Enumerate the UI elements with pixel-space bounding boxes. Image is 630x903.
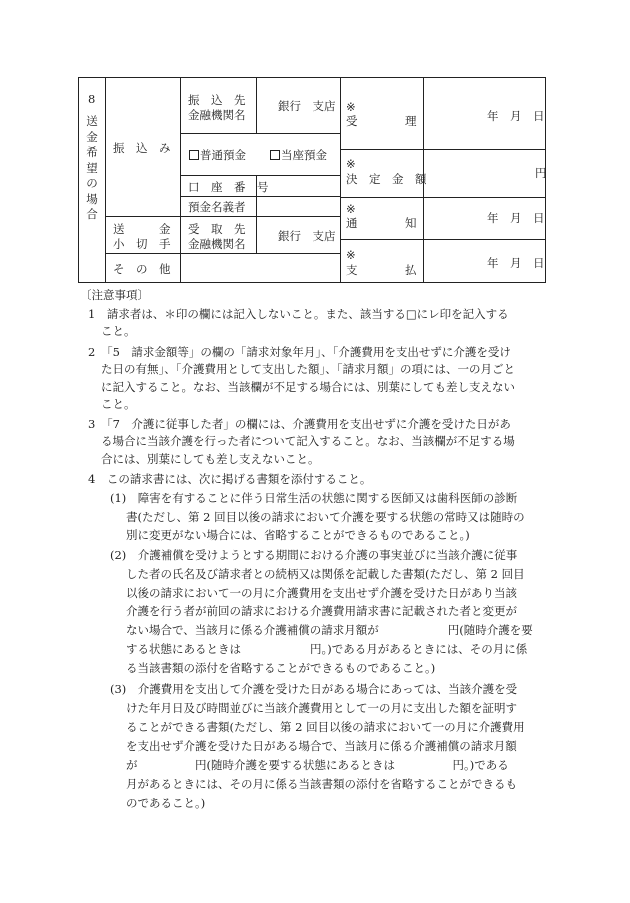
shiharai-label-2: 払 xyxy=(405,263,417,277)
note-line: 合には、別葉にしても差し支えないこと。 xyxy=(101,452,320,466)
note-line: のであること。) xyxy=(126,796,206,810)
note-line: 別に変更がない場合には、省略することができるものであること。) xyxy=(126,528,470,542)
kettei-label: 決 定 金 額 xyxy=(346,172,427,186)
shiharai-label-1: 支 xyxy=(346,263,358,277)
sokin-label-1: 送 金 xyxy=(113,222,171,236)
uketori-label-1: 受 取 先 xyxy=(188,222,246,236)
note-line: (3) 介護費用を支出して介護を受けた日がある場合にあっては、当該介護を受 xyxy=(110,682,518,696)
toza-option[interactable] xyxy=(270,148,327,162)
note-line: した者の氏名及び請求者との続柄又は関係を記載した書類(ただし、第 2 回目 xyxy=(126,567,525,581)
note-line: ることができる書類(ただし、第 2 回目以後の請求において一の月に介護費用 xyxy=(126,720,525,734)
bank-label-1: 振 込 先 xyxy=(188,93,246,107)
note-line: ない場合で、当該月に係る介護補償の請求月額が 円(随時介護を要 xyxy=(126,623,533,637)
tsuchi-date: 年 月 日 xyxy=(487,211,545,225)
note-line: る当該書類の添付を省略することができるものであること。) xyxy=(126,661,436,675)
note-line: (2) 介護補償を受けようとする期間における介護の事実並びに当該介護に従事 xyxy=(110,548,518,562)
kettei-asterisk: ※ xyxy=(346,157,356,171)
checkbox-icon[interactable] xyxy=(270,150,280,160)
note-line: 書(ただし、第 2 回目以後の請求において介護を要する状態の常時又は随時の xyxy=(126,510,525,524)
row-number: 8 xyxy=(88,92,96,106)
yen-unit: 円 xyxy=(535,166,547,180)
note-line: (1) 障害を有することに伴う日常生活の状態に関する医師又は歯科医師の診断 xyxy=(110,491,518,505)
futsu-label: 普通預金 xyxy=(200,148,246,162)
note-line: けた年月日及び時間並びに当該介護費用として一の月に支出した額を証明す xyxy=(126,701,517,715)
account-name-label: 預金名義者 xyxy=(188,200,246,214)
note-line: 月があるときには、その月に係る当該書類の添付を省略することができるも xyxy=(126,777,517,791)
juri-date: 年 月 日 xyxy=(487,109,545,123)
juri-asterisk: ※ xyxy=(346,100,356,114)
tsuchi-label-2: 知 xyxy=(405,216,417,230)
remittance-table xyxy=(0,0,630,285)
note-line: 以後の請求において一の月に介護費用を支出せず介護を受けた日があり当該 xyxy=(126,586,517,600)
uketori-bank-value: 銀行 支店 xyxy=(278,229,336,243)
note-line: た日の有無」、「介護費用として支出した額」、「請求月額」の項には、一の月ごと xyxy=(101,362,515,376)
sonota-label: そ の 他 xyxy=(113,262,171,276)
note-line: こと。 xyxy=(101,397,136,411)
bank-label-2: 金融機関名 xyxy=(188,108,246,122)
bank-value: 銀行 支店 xyxy=(278,99,336,113)
note-line: こと。 xyxy=(101,324,136,338)
note-line: る場合に当該介護を行った者について記入すること。なお、当該欄が不足する場 xyxy=(101,434,515,448)
shiharai-asterisk: ※ xyxy=(346,248,356,262)
remittance-vertical-label: 送金希望の場合 xyxy=(86,114,98,221)
juri-label-1: 受 xyxy=(346,114,358,128)
tsuchi-label-1: 通 xyxy=(346,216,358,230)
note-line: 1 請求者は、＊印の欄には記入しないこと。また、該当する□にレ印を記入する xyxy=(88,307,509,321)
juri-label-2: 理 xyxy=(405,114,417,128)
toza-label: 当座預金 xyxy=(281,148,327,162)
checkbox-icon[interactable] xyxy=(189,150,199,160)
note-line: 4 この請求書には、次に掲げる書類を添付すること。 xyxy=(88,472,372,486)
account-number-label: 口 座 番 号 xyxy=(188,180,269,194)
note-line: する状態にあるときは 円。)である月があるときには、その月に係 xyxy=(126,642,528,656)
note-line: 2 「5 請求金額等」の欄の「請求対象年月」、「介護費用を支出せずに介護を受け xyxy=(88,345,511,359)
furikomi-label: 振 込 み xyxy=(113,141,171,155)
sokin-label-2: 小 切 手 xyxy=(113,237,171,251)
note-line: が 円(随時介護を要する状態にあるときは 円。)である xyxy=(126,758,509,772)
note-line: を支出せず介護を受けた日がある場合で、当該月に係る介護補償の請求月額 xyxy=(126,739,517,753)
uketori-label-2: 金融機関名 xyxy=(188,237,246,251)
note-line: 介護を行う者が前回の請求における介護費用請求書に記載された者と変更が xyxy=(126,604,517,618)
note-line: に記入すること。なお、当該欄が不足する場合には、別葉にしても差し支えない xyxy=(101,380,515,394)
shiharai-date: 年 月 日 xyxy=(487,256,545,270)
futsu-option[interactable] xyxy=(189,148,246,162)
note-line: 3 「7 介護に従事した者」の欄には、介護費用を支出せずに介護を受けた日があ xyxy=(88,417,511,431)
notes-header: 〔注意事項〕 xyxy=(80,288,149,302)
tsuchi-asterisk: ※ xyxy=(346,202,356,216)
